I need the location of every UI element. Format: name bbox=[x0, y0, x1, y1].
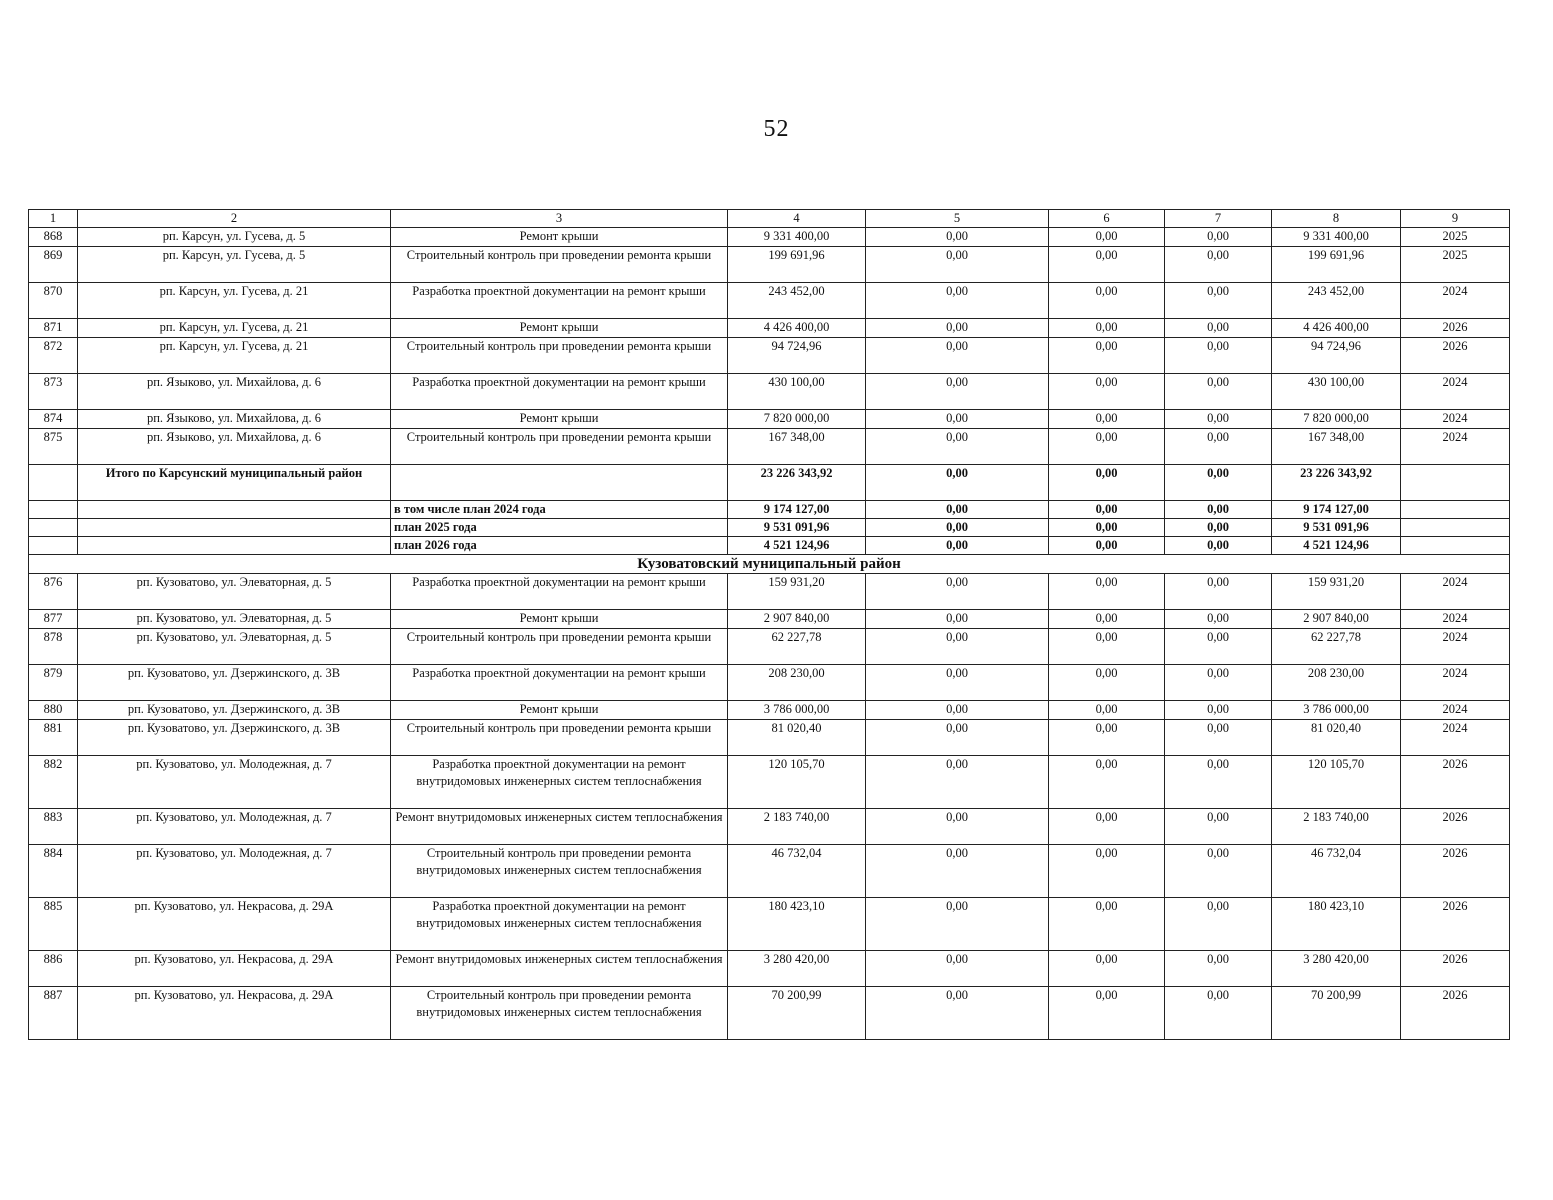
cell-region-budget: 0,00 bbox=[1049, 720, 1165, 756]
cell-total-cost: 62 227,78 bbox=[728, 629, 866, 665]
cell-local-budget: 0,00 bbox=[1165, 410, 1272, 429]
cell-row-number: 877 bbox=[29, 610, 78, 629]
cell-total-cost: 9 331 400,00 bbox=[728, 228, 866, 247]
table-row bbox=[29, 987, 1510, 1040]
cell-total-cost: 430 100,00 bbox=[728, 374, 866, 410]
cell-row-number: 872 bbox=[29, 338, 78, 374]
total-region-budget: 0,00 bbox=[1049, 465, 1165, 501]
cell-local-budget: 0,00 bbox=[1165, 665, 1272, 701]
subtotal-label: план 2026 года bbox=[391, 537, 728, 555]
cell-fund-cost: 0,00 bbox=[866, 756, 1049, 809]
cell-local-budget: 0,00 bbox=[1165, 951, 1272, 987]
cell-owners-funds: 3 280 420,00 bbox=[1272, 951, 1401, 987]
subtotal-local-budget: 0,00 bbox=[1165, 501, 1272, 519]
cell-year: 2024 bbox=[1401, 410, 1510, 429]
cell-row-number: 887 bbox=[29, 987, 78, 1040]
cell-fund-cost: 0,00 bbox=[866, 374, 1049, 410]
cell-year: 2024 bbox=[1401, 629, 1510, 665]
cell-region-budget: 0,00 bbox=[1049, 574, 1165, 610]
cell-fund-cost: 0,00 bbox=[866, 247, 1049, 283]
cell-local-budget: 0,00 bbox=[1165, 898, 1272, 951]
cell-address: рп. Карсун, ул. Гусева, д. 21 bbox=[78, 338, 391, 374]
cell-empty bbox=[1401, 537, 1510, 555]
table-row bbox=[29, 629, 1510, 665]
table-row bbox=[29, 228, 1510, 247]
cell-year: 2026 bbox=[1401, 987, 1510, 1040]
cell-empty bbox=[391, 465, 728, 501]
cell-region-budget: 0,00 bbox=[1049, 228, 1165, 247]
cell-region-budget: 0,00 bbox=[1049, 338, 1165, 374]
column-header: 8 bbox=[1272, 210, 1401, 228]
subtotal-fund-cost: 0,00 bbox=[866, 519, 1049, 537]
cell-row-number: 881 bbox=[29, 720, 78, 756]
cell-owners-funds: 4 426 400,00 bbox=[1272, 319, 1401, 338]
cell-owners-funds: 81 020,40 bbox=[1272, 720, 1401, 756]
cell-empty bbox=[29, 465, 78, 501]
cell-fund-cost: 0,00 bbox=[866, 720, 1049, 756]
cell-address: рп. Языково, ул. Михайлова, д. 6 bbox=[78, 374, 391, 410]
column-header: 6 bbox=[1049, 210, 1165, 228]
cell-year: 2024 bbox=[1401, 665, 1510, 701]
cell-total-cost: 2 907 840,00 bbox=[728, 610, 866, 629]
cell-empty bbox=[29, 519, 78, 537]
cell-year: 2024 bbox=[1401, 374, 1510, 410]
works-table bbox=[28, 209, 1510, 1040]
cell-owners-funds: 430 100,00 bbox=[1272, 374, 1401, 410]
cell-region-budget: 0,00 bbox=[1049, 410, 1165, 429]
subtotal-fund-cost: 0,00 bbox=[866, 501, 1049, 519]
cell-local-budget: 0,00 bbox=[1165, 610, 1272, 629]
table-row bbox=[29, 574, 1510, 610]
table-row bbox=[29, 338, 1510, 374]
cell-year: 2026 bbox=[1401, 756, 1510, 809]
table-row bbox=[29, 665, 1510, 701]
cell-work-type: Строительный контроль при проведении ремонта внутридомовых инженерных систем теплоснабжения bbox=[391, 845, 728, 898]
cell-owners-funds: 3 786 000,00 bbox=[1272, 701, 1401, 720]
cell-local-budget: 0,00 bbox=[1165, 374, 1272, 410]
column-header: 4 bbox=[728, 210, 866, 228]
cell-address: рп. Кузоватово, ул. Некрасова, д. 29А bbox=[78, 951, 391, 987]
cell-total-cost: 199 691,96 bbox=[728, 247, 866, 283]
cell-owners-funds: 199 691,96 bbox=[1272, 247, 1401, 283]
subtotal-owners-funds: 9 174 127,00 bbox=[1272, 501, 1401, 519]
cell-address: рп. Кузоватово, ул. Молодежная, д. 7 bbox=[78, 809, 391, 845]
cell-fund-cost: 0,00 bbox=[866, 629, 1049, 665]
cell-total-cost: 3 280 420,00 bbox=[728, 951, 866, 987]
cell-row-number: 874 bbox=[29, 410, 78, 429]
subtotal-region-budget: 0,00 bbox=[1049, 519, 1165, 537]
cell-year: 2025 bbox=[1401, 228, 1510, 247]
cell-owners-funds: 2 907 840,00 bbox=[1272, 610, 1401, 629]
cell-year: 2026 bbox=[1401, 319, 1510, 338]
total-fund-cost: 0,00 bbox=[866, 465, 1049, 501]
cell-work-type: Ремонт крыши bbox=[391, 610, 728, 629]
cell-total-cost: 208 230,00 bbox=[728, 665, 866, 701]
cell-address: рп. Кузоватово, ул. Некрасова, д. 29А bbox=[78, 987, 391, 1040]
cell-total-cost: 81 020,40 bbox=[728, 720, 866, 756]
cell-work-type: Разработка проектной документации на ремонт крыши bbox=[391, 665, 728, 701]
cell-fund-cost: 0,00 bbox=[866, 701, 1049, 720]
cell-local-budget: 0,00 bbox=[1165, 247, 1272, 283]
cell-total-cost: 120 105,70 bbox=[728, 756, 866, 809]
cell-empty bbox=[78, 537, 391, 555]
cell-empty bbox=[29, 537, 78, 555]
cell-region-budget: 0,00 bbox=[1049, 701, 1165, 720]
district-section-row bbox=[29, 555, 1510, 574]
cell-total-cost: 243 452,00 bbox=[728, 283, 866, 319]
cell-address: рп. Кузоватово, ул. Элеваторная, д. 5 bbox=[78, 629, 391, 665]
cell-total-cost: 46 732,04 bbox=[728, 845, 866, 898]
cell-region-budget: 0,00 bbox=[1049, 283, 1165, 319]
subtotal-label: план 2025 года bbox=[391, 519, 728, 537]
cell-total-cost: 159 931,20 bbox=[728, 574, 866, 610]
cell-region-budget: 0,00 bbox=[1049, 809, 1165, 845]
table-row bbox=[29, 410, 1510, 429]
cell-address: рп. Кузоватово, ул. Молодежная, д. 7 bbox=[78, 756, 391, 809]
column-header: 7 bbox=[1165, 210, 1272, 228]
cell-work-type: Ремонт внутридомовых инженерных систем теплоснабжения bbox=[391, 809, 728, 845]
subtotal-owners-funds: 4 521 124,96 bbox=[1272, 537, 1401, 555]
cell-fund-cost: 0,00 bbox=[866, 809, 1049, 845]
cell-year: 2024 bbox=[1401, 610, 1510, 629]
cell-region-budget: 0,00 bbox=[1049, 951, 1165, 987]
cell-owners-funds: 94 724,96 bbox=[1272, 338, 1401, 374]
cell-address: рп. Карсун, ул. Гусева, д. 5 bbox=[78, 228, 391, 247]
cell-fund-cost: 0,00 bbox=[866, 610, 1049, 629]
cell-fund-cost: 0,00 bbox=[866, 845, 1049, 898]
table-row bbox=[29, 374, 1510, 410]
subtotal-region-budget: 0,00 bbox=[1049, 501, 1165, 519]
table-row bbox=[29, 247, 1510, 283]
cell-owners-funds: 70 200,99 bbox=[1272, 987, 1401, 1040]
cell-work-type: Ремонт крыши bbox=[391, 319, 728, 338]
cell-address: рп. Кузоватово, ул. Дзержинского, д. 3В bbox=[78, 665, 391, 701]
subtotal-total-cost: 9 174 127,00 bbox=[728, 501, 866, 519]
column-number-row bbox=[29, 210, 1510, 228]
cell-region-budget: 0,00 bbox=[1049, 665, 1165, 701]
cell-fund-cost: 0,00 bbox=[866, 319, 1049, 338]
cell-work-type: Ремонт внутридомовых инженерных систем теплоснабжения bbox=[391, 951, 728, 987]
cell-row-number: 868 bbox=[29, 228, 78, 247]
cell-year: 2026 bbox=[1401, 951, 1510, 987]
cell-local-budget: 0,00 bbox=[1165, 845, 1272, 898]
cell-fund-cost: 0,00 bbox=[866, 898, 1049, 951]
cell-total-cost: 94 724,96 bbox=[728, 338, 866, 374]
cell-address: рп. Кузоватово, ул. Элеваторная, д. 5 bbox=[78, 610, 391, 629]
cell-work-type: Разработка проектной документации на ремонт внутридомовых инженерных систем теплоснабжения bbox=[391, 898, 728, 951]
column-header: 3 bbox=[391, 210, 728, 228]
total-local-budget: 0,00 bbox=[1165, 465, 1272, 501]
cell-address: рп. Карсун, ул. Гусева, д. 21 bbox=[78, 319, 391, 338]
cell-total-cost: 167 348,00 bbox=[728, 429, 866, 465]
subtotal-label: в том числе план 2024 года bbox=[391, 501, 728, 519]
cell-fund-cost: 0,00 bbox=[866, 574, 1049, 610]
cell-total-cost: 70 200,99 bbox=[728, 987, 866, 1040]
column-header: 9 bbox=[1401, 210, 1510, 228]
cell-address: рп. Кузоватово, ул. Элеваторная, д. 5 bbox=[78, 574, 391, 610]
cell-year: 2026 bbox=[1401, 809, 1510, 845]
cell-row-number: 884 bbox=[29, 845, 78, 898]
cell-empty bbox=[78, 501, 391, 519]
cell-owners-funds: 9 331 400,00 bbox=[1272, 228, 1401, 247]
cell-empty bbox=[29, 501, 78, 519]
cell-row-number: 873 bbox=[29, 374, 78, 410]
cell-row-number: 882 bbox=[29, 756, 78, 809]
cell-empty bbox=[78, 519, 391, 537]
cell-row-number: 876 bbox=[29, 574, 78, 610]
subtotal-owners-funds: 9 531 091,96 bbox=[1272, 519, 1401, 537]
cell-row-number: 886 bbox=[29, 951, 78, 987]
cell-local-budget: 0,00 bbox=[1165, 429, 1272, 465]
cell-year: 2024 bbox=[1401, 429, 1510, 465]
cell-work-type: Строительный контроль при проведении ремонта крыши bbox=[391, 629, 728, 665]
cell-region-budget: 0,00 bbox=[1049, 319, 1165, 338]
total-label: Итого по Карсунский муниципальный район bbox=[78, 465, 391, 501]
cell-work-type: Разработка проектной документации на ремонт крыши bbox=[391, 283, 728, 319]
cell-empty bbox=[1401, 465, 1510, 501]
cell-owners-funds: 46 732,04 bbox=[1272, 845, 1401, 898]
subtotal-local-budget: 0,00 bbox=[1165, 519, 1272, 537]
cell-owners-funds: 62 227,78 bbox=[1272, 629, 1401, 665]
cell-local-budget: 0,00 bbox=[1165, 756, 1272, 809]
cell-address: рп. Кузоватово, ул. Молодежная, д. 7 bbox=[78, 845, 391, 898]
plan-subtotal-row bbox=[29, 501, 1510, 519]
cell-row-number: 871 bbox=[29, 319, 78, 338]
table-body bbox=[29, 210, 1510, 1040]
cell-year: 2024 bbox=[1401, 283, 1510, 319]
cell-total-cost: 3 786 000,00 bbox=[728, 701, 866, 720]
cell-row-number: 869 bbox=[29, 247, 78, 283]
cell-row-number: 883 bbox=[29, 809, 78, 845]
cell-year: 2026 bbox=[1401, 898, 1510, 951]
cell-fund-cost: 0,00 bbox=[866, 951, 1049, 987]
cell-fund-cost: 0,00 bbox=[866, 987, 1049, 1040]
cell-year: 2025 bbox=[1401, 247, 1510, 283]
cell-owners-funds: 7 820 000,00 bbox=[1272, 410, 1401, 429]
subtotal-local-budget: 0,00 bbox=[1165, 537, 1272, 555]
table-row bbox=[29, 898, 1510, 951]
column-header: 2 bbox=[78, 210, 391, 228]
district-section-title: Кузоватовский муниципальный район bbox=[29, 555, 1510, 574]
cell-work-type: Ремонт крыши bbox=[391, 701, 728, 720]
total-owners-funds: 23 226 343,92 bbox=[1272, 465, 1401, 501]
cell-work-type: Разработка проектной документации на ремонт крыши bbox=[391, 574, 728, 610]
table-row bbox=[29, 809, 1510, 845]
table-row bbox=[29, 720, 1510, 756]
cell-region-budget: 0,00 bbox=[1049, 374, 1165, 410]
table-row bbox=[29, 319, 1510, 338]
cell-owners-funds: 159 931,20 bbox=[1272, 574, 1401, 610]
cell-fund-cost: 0,00 bbox=[866, 338, 1049, 374]
cell-work-type: Разработка проектной документации на ремонт крыши bbox=[391, 374, 728, 410]
subtotal-total-cost: 4 521 124,96 bbox=[728, 537, 866, 555]
cell-total-cost: 2 183 740,00 bbox=[728, 809, 866, 845]
cell-work-type: Строительный контроль при проведении ремонта крыши bbox=[391, 338, 728, 374]
table-row bbox=[29, 610, 1510, 629]
cell-address: рп. Карсун, ул. Гусева, д. 5 bbox=[78, 247, 391, 283]
cell-local-budget: 0,00 bbox=[1165, 701, 1272, 720]
cell-local-budget: 0,00 bbox=[1165, 338, 1272, 374]
cell-fund-cost: 0,00 bbox=[866, 228, 1049, 247]
cell-address: рп. Языково, ул. Михайлова, д. 6 bbox=[78, 410, 391, 429]
cell-address: рп. Кузоватово, ул. Некрасова, д. 29А bbox=[78, 898, 391, 951]
cell-local-budget: 0,00 bbox=[1165, 228, 1272, 247]
cell-row-number: 875 bbox=[29, 429, 78, 465]
table-row bbox=[29, 701, 1510, 720]
cell-owners-funds: 120 105,70 bbox=[1272, 756, 1401, 809]
cell-fund-cost: 0,00 bbox=[866, 665, 1049, 701]
cell-region-budget: 0,00 bbox=[1049, 756, 1165, 809]
cell-year: 2024 bbox=[1401, 701, 1510, 720]
cell-fund-cost: 0,00 bbox=[866, 429, 1049, 465]
cell-address: рп. Карсун, ул. Гусева, д. 21 bbox=[78, 283, 391, 319]
cell-owners-funds: 243 452,00 bbox=[1272, 283, 1401, 319]
cell-region-budget: 0,00 bbox=[1049, 987, 1165, 1040]
plan-subtotal-row bbox=[29, 537, 1510, 555]
page-number: 52 bbox=[763, 116, 790, 142]
cell-row-number: 878 bbox=[29, 629, 78, 665]
table-row bbox=[29, 951, 1510, 987]
cell-owners-funds: 180 423,10 bbox=[1272, 898, 1401, 951]
cell-fund-cost: 0,00 bbox=[866, 283, 1049, 319]
cell-local-budget: 0,00 bbox=[1165, 574, 1272, 610]
cell-region-budget: 0,00 bbox=[1049, 629, 1165, 665]
cell-local-budget: 0,00 bbox=[1165, 720, 1272, 756]
cell-row-number: 879 bbox=[29, 665, 78, 701]
cell-total-cost: 7 820 000,00 bbox=[728, 410, 866, 429]
cell-work-type: Строительный контроль при проведении ремонта крыши bbox=[391, 720, 728, 756]
cell-fund-cost: 0,00 bbox=[866, 410, 1049, 429]
cell-local-budget: 0,00 bbox=[1165, 319, 1272, 338]
cell-empty bbox=[1401, 519, 1510, 537]
cell-work-type: Строительный контроль при проведении ремонта крыши bbox=[391, 429, 728, 465]
cell-work-type: Строительный контроль при проведении ремонта внутридомовых инженерных систем теплоснабжения bbox=[391, 987, 728, 1040]
cell-row-number: 880 bbox=[29, 701, 78, 720]
cell-region-budget: 0,00 bbox=[1049, 610, 1165, 629]
cell-work-type: Разработка проектной документации на ремонт внутридомовых инженерных систем теплоснабжения bbox=[391, 756, 728, 809]
cell-empty bbox=[1401, 501, 1510, 519]
cell-address: рп. Языково, ул. Михайлова, д. 6 bbox=[78, 429, 391, 465]
cell-row-number: 885 bbox=[29, 898, 78, 951]
table-row bbox=[29, 283, 1510, 319]
cell-region-budget: 0,00 bbox=[1049, 898, 1165, 951]
subtotal-region-budget: 0,00 bbox=[1049, 537, 1165, 555]
total-total-cost: 23 226 343,92 bbox=[728, 465, 866, 501]
cell-owners-funds: 167 348,00 bbox=[1272, 429, 1401, 465]
column-header: 5 bbox=[866, 210, 1049, 228]
cell-year: 2024 bbox=[1401, 574, 1510, 610]
cell-local-budget: 0,00 bbox=[1165, 629, 1272, 665]
table-row bbox=[29, 429, 1510, 465]
table-row bbox=[29, 845, 1510, 898]
column-header: 1 bbox=[29, 210, 78, 228]
cell-total-cost: 4 426 400,00 bbox=[728, 319, 866, 338]
cell-region-budget: 0,00 bbox=[1049, 429, 1165, 465]
subtotal-total-cost: 9 531 091,96 bbox=[728, 519, 866, 537]
cell-row-number: 870 bbox=[29, 283, 78, 319]
plan-subtotal-row bbox=[29, 519, 1510, 537]
subtotal-fund-cost: 0,00 bbox=[866, 537, 1049, 555]
cell-local-budget: 0,00 bbox=[1165, 987, 1272, 1040]
cell-region-budget: 0,00 bbox=[1049, 247, 1165, 283]
cell-work-type: Ремонт крыши bbox=[391, 410, 728, 429]
cell-year: 2026 bbox=[1401, 845, 1510, 898]
cell-owners-funds: 2 183 740,00 bbox=[1272, 809, 1401, 845]
cell-address: рп. Кузоватово, ул. Дзержинского, д. 3В bbox=[78, 720, 391, 756]
cell-owners-funds: 208 230,00 bbox=[1272, 665, 1401, 701]
cell-total-cost: 180 423,10 bbox=[728, 898, 866, 951]
cell-year: 2026 bbox=[1401, 338, 1510, 374]
cell-local-budget: 0,00 bbox=[1165, 283, 1272, 319]
cell-work-type: Ремонт крыши bbox=[391, 228, 728, 247]
cell-address: рп. Кузоватово, ул. Дзержинского, д. 3В bbox=[78, 701, 391, 720]
cell-year: 2024 bbox=[1401, 720, 1510, 756]
district-total-row bbox=[29, 465, 1510, 501]
cell-local-budget: 0,00 bbox=[1165, 809, 1272, 845]
cell-region-budget: 0,00 bbox=[1049, 845, 1165, 898]
table-row bbox=[29, 756, 1510, 809]
cell-work-type: Строительный контроль при проведении ремонта крыши bbox=[391, 247, 728, 283]
